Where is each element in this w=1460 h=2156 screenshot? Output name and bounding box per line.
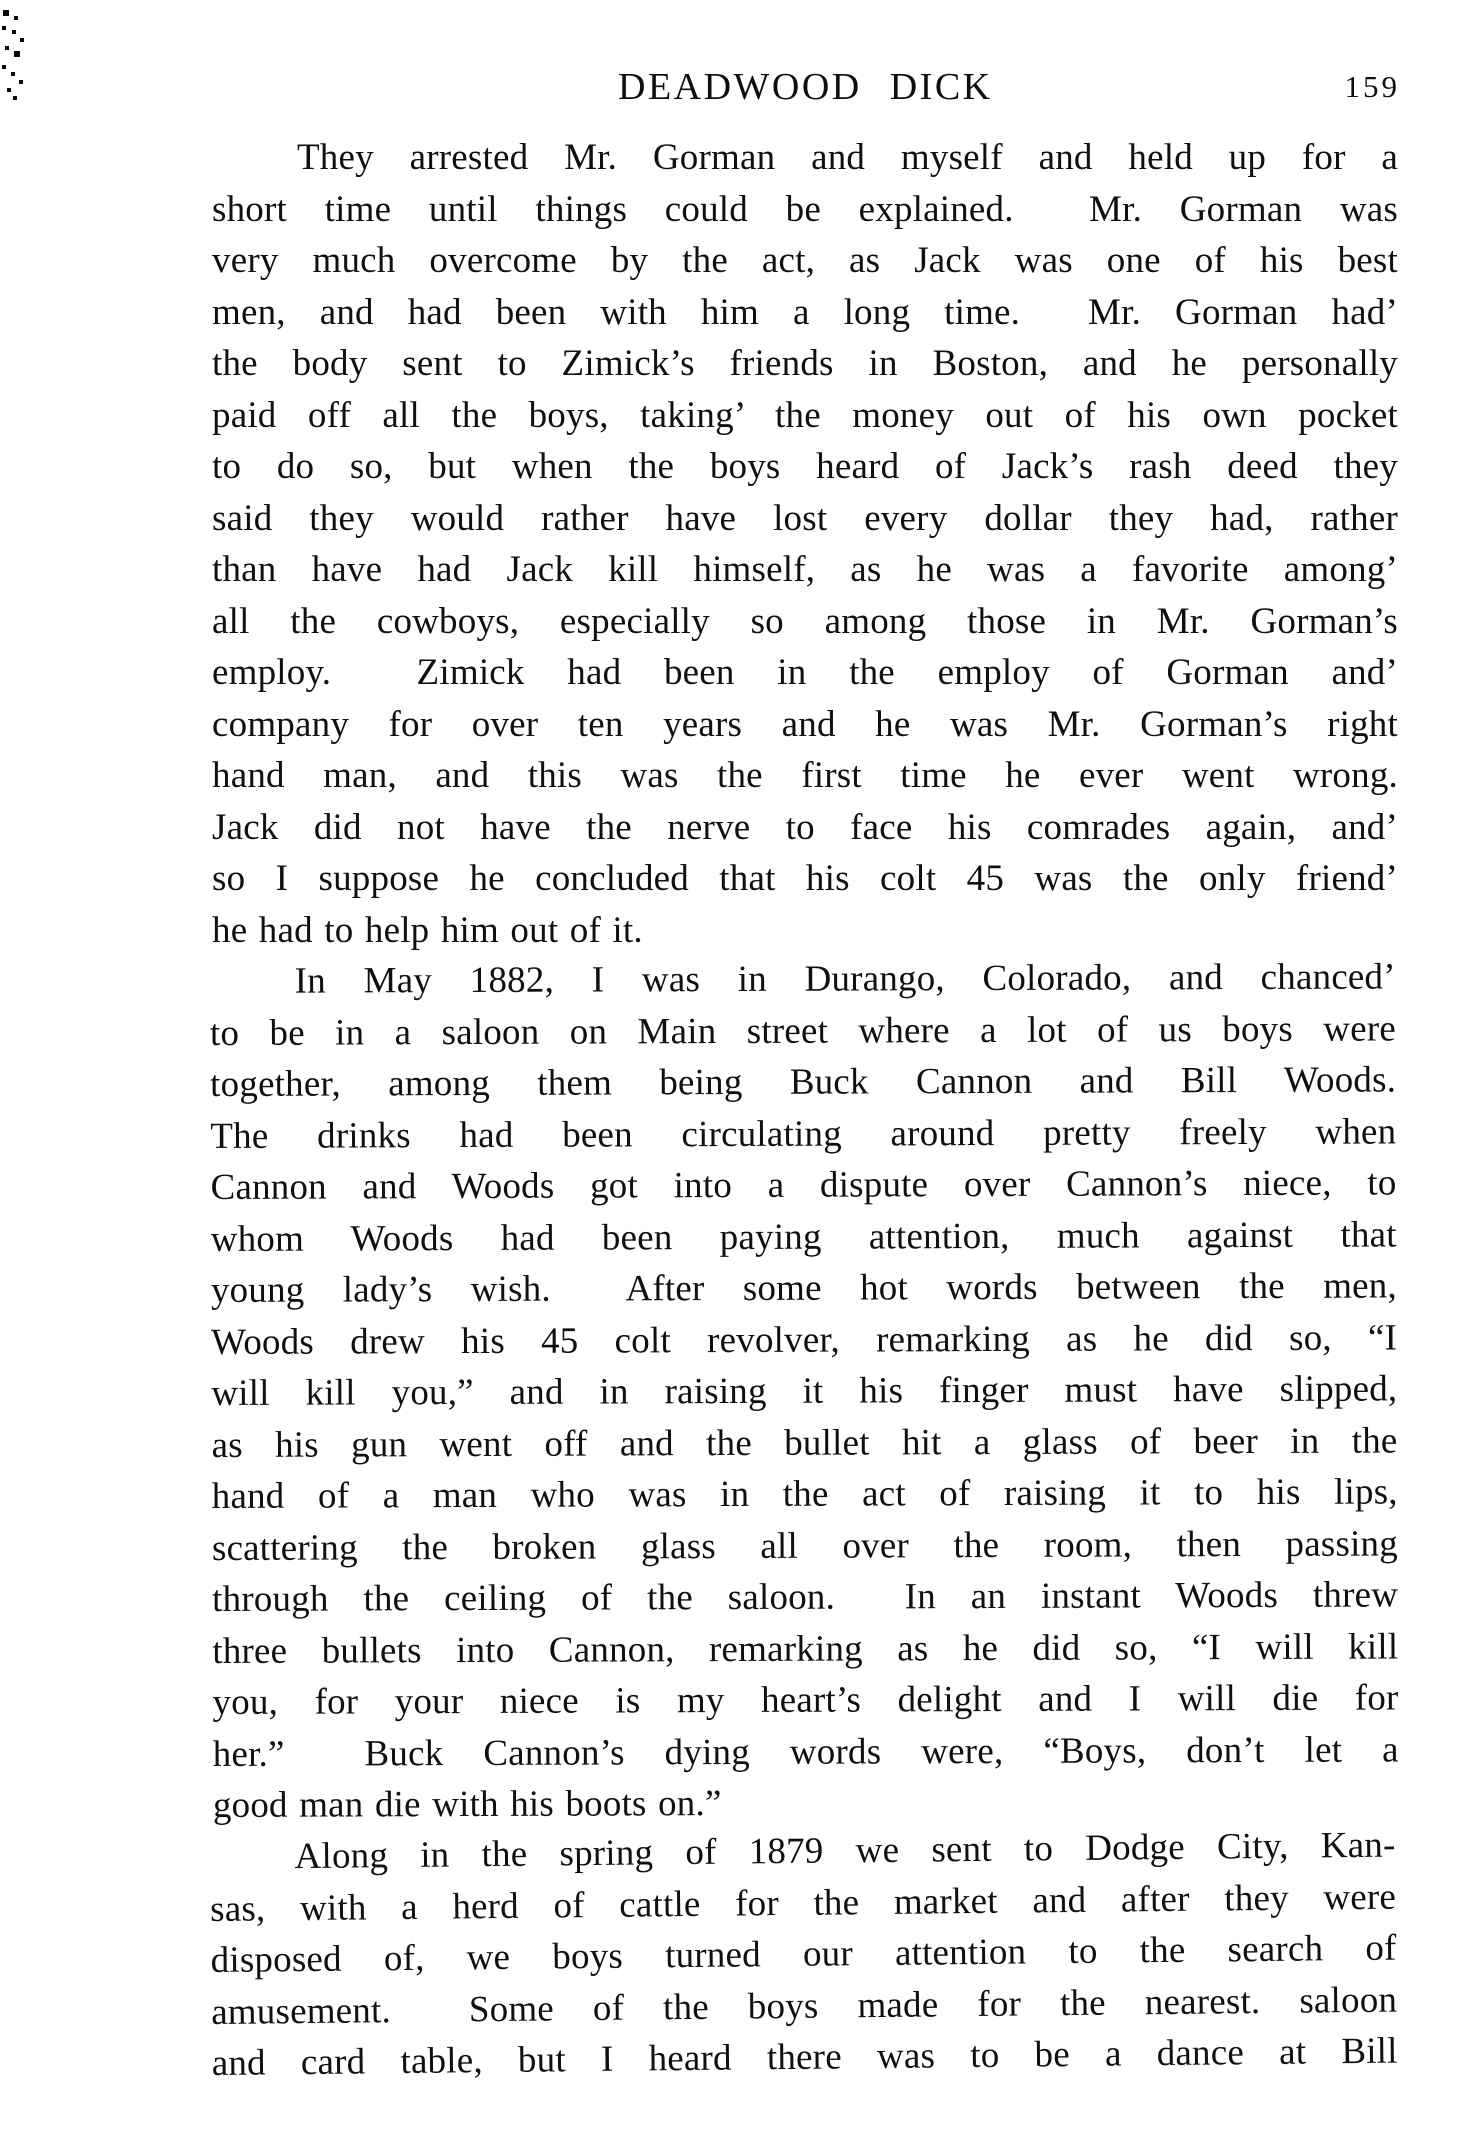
text-line: They arrested Mr. Gorman and myself and held up for a bbox=[297, 137, 1398, 178]
text-line: very much overcome by the act, as Jack was one of his best bbox=[212, 240, 1398, 281]
text-line: company for over ten years and he was Mr. Gorman’s right bbox=[212, 703, 1398, 745]
text-line: he had to help him out of it. bbox=[212, 909, 643, 951]
text-line: men, and had been with him a long time. Mr. Gorman had’ bbox=[212, 291, 1398, 333]
text-line: and card table, but I heard there was to be a dance at Bill bbox=[211, 2030, 1398, 2084]
text-line: paid off all the boys, taking’ the money out of his own pocket bbox=[212, 394, 1398, 436]
text-line: said they would rather have lost every dollar they had, rather bbox=[212, 497, 1398, 539]
text-line: so I suppose he concluded that his colt 45 was the only friend’ bbox=[212, 858, 1398, 899]
paragraph bbox=[212, 132, 1398, 956]
text-line: hand of a man who was in the act of raising it to his lips, bbox=[211, 1471, 1398, 1518]
text-line: through the ceiling of the saloon. In an instant Woods threw bbox=[212, 1574, 1399, 1620]
text-line: the body sent to Zimick’s friends in Boston, and he personally bbox=[212, 343, 1398, 384]
text-line: all the cowboys, especially so among those in Mr. Gorman’s bbox=[212, 600, 1398, 642]
body-text bbox=[209, 132, 1399, 2089]
text-line: to do so, but when the boys heard of Jack’s rash deed they bbox=[212, 446, 1398, 487]
scan-speckles bbox=[0, 0, 2, 2]
text-line: short time until things could be explained. Mr. Gorman was bbox=[212, 188, 1398, 230]
paragraph bbox=[209, 1819, 1398, 2089]
text-line: employ. Zimick had been in the employ of Gorman and’ bbox=[212, 652, 1398, 693]
text-line: than have had Jack kill himself, as he was a favorite among’ bbox=[212, 549, 1398, 590]
text-line: scattering the broken glass all over the room, then passing bbox=[211, 1522, 1398, 1569]
text-line: her.” Buck Cannon’s dying words were, “Boys, don’t let a bbox=[212, 1728, 1399, 1775]
text-line: amusement. Some of the boys made for the nearest. saloon bbox=[210, 1978, 1398, 2033]
text-line: as his gun went off and the bullet hit a glass of beer in the bbox=[211, 1419, 1398, 1466]
text-line: Woods drew his 45 colt revolver, remarking as he did so, “I bbox=[211, 1316, 1398, 1363]
text-line: disposed of, we boys turned our attention to the search of bbox=[210, 1927, 1397, 1981]
text-line: young lady’s wish. After some hot words between the men, bbox=[210, 1265, 1398, 1312]
text-line: hand man, and this was the first time he ever went wrong. bbox=[212, 755, 1398, 796]
text-line: good man die with his boots on.” bbox=[212, 1783, 722, 1826]
page-number: 159 bbox=[1344, 69, 1400, 104]
paragraph bbox=[210, 951, 1399, 1831]
text-line: together, among them being Buck Cannon and Bill Woods. bbox=[210, 1059, 1397, 1106]
text-line: The drinks had been circulating around pretty freely when bbox=[210, 1110, 1397, 1157]
text-line: Along in the spring of 1879 we sent to Dodge City, Kan- bbox=[294, 1824, 1396, 1877]
text-line: In May 1882, I was in Durango, Colorado, and chanced’ bbox=[294, 956, 1396, 1002]
page-title: DEADWOOD DICK bbox=[618, 66, 993, 108]
running-head bbox=[618, 68, 993, 106]
text-line: Cannon and Woods got into a dispute over Cannon’s niece, to bbox=[210, 1162, 1397, 1209]
text-line: whom Woods had been paying attention, much against that bbox=[210, 1213, 1397, 1260]
text-line: Jack did not have the nerve to face his comrades again, and’ bbox=[212, 806, 1398, 848]
text-line: will kill you,” and in raising it his finger must have slipped, bbox=[211, 1368, 1398, 1415]
text-line: three bullets into Cannon, remarking as he did so, “I will kill bbox=[212, 1625, 1399, 1672]
text-line: sas, with a herd of cattle for the market and after they were bbox=[209, 1875, 1397, 1930]
text-line: to be in a saloon on Main street where a lot of us boys were bbox=[209, 1007, 1397, 1054]
text-line: you, for your niece is my heart’s delight and I will die for bbox=[212, 1677, 1399, 1723]
